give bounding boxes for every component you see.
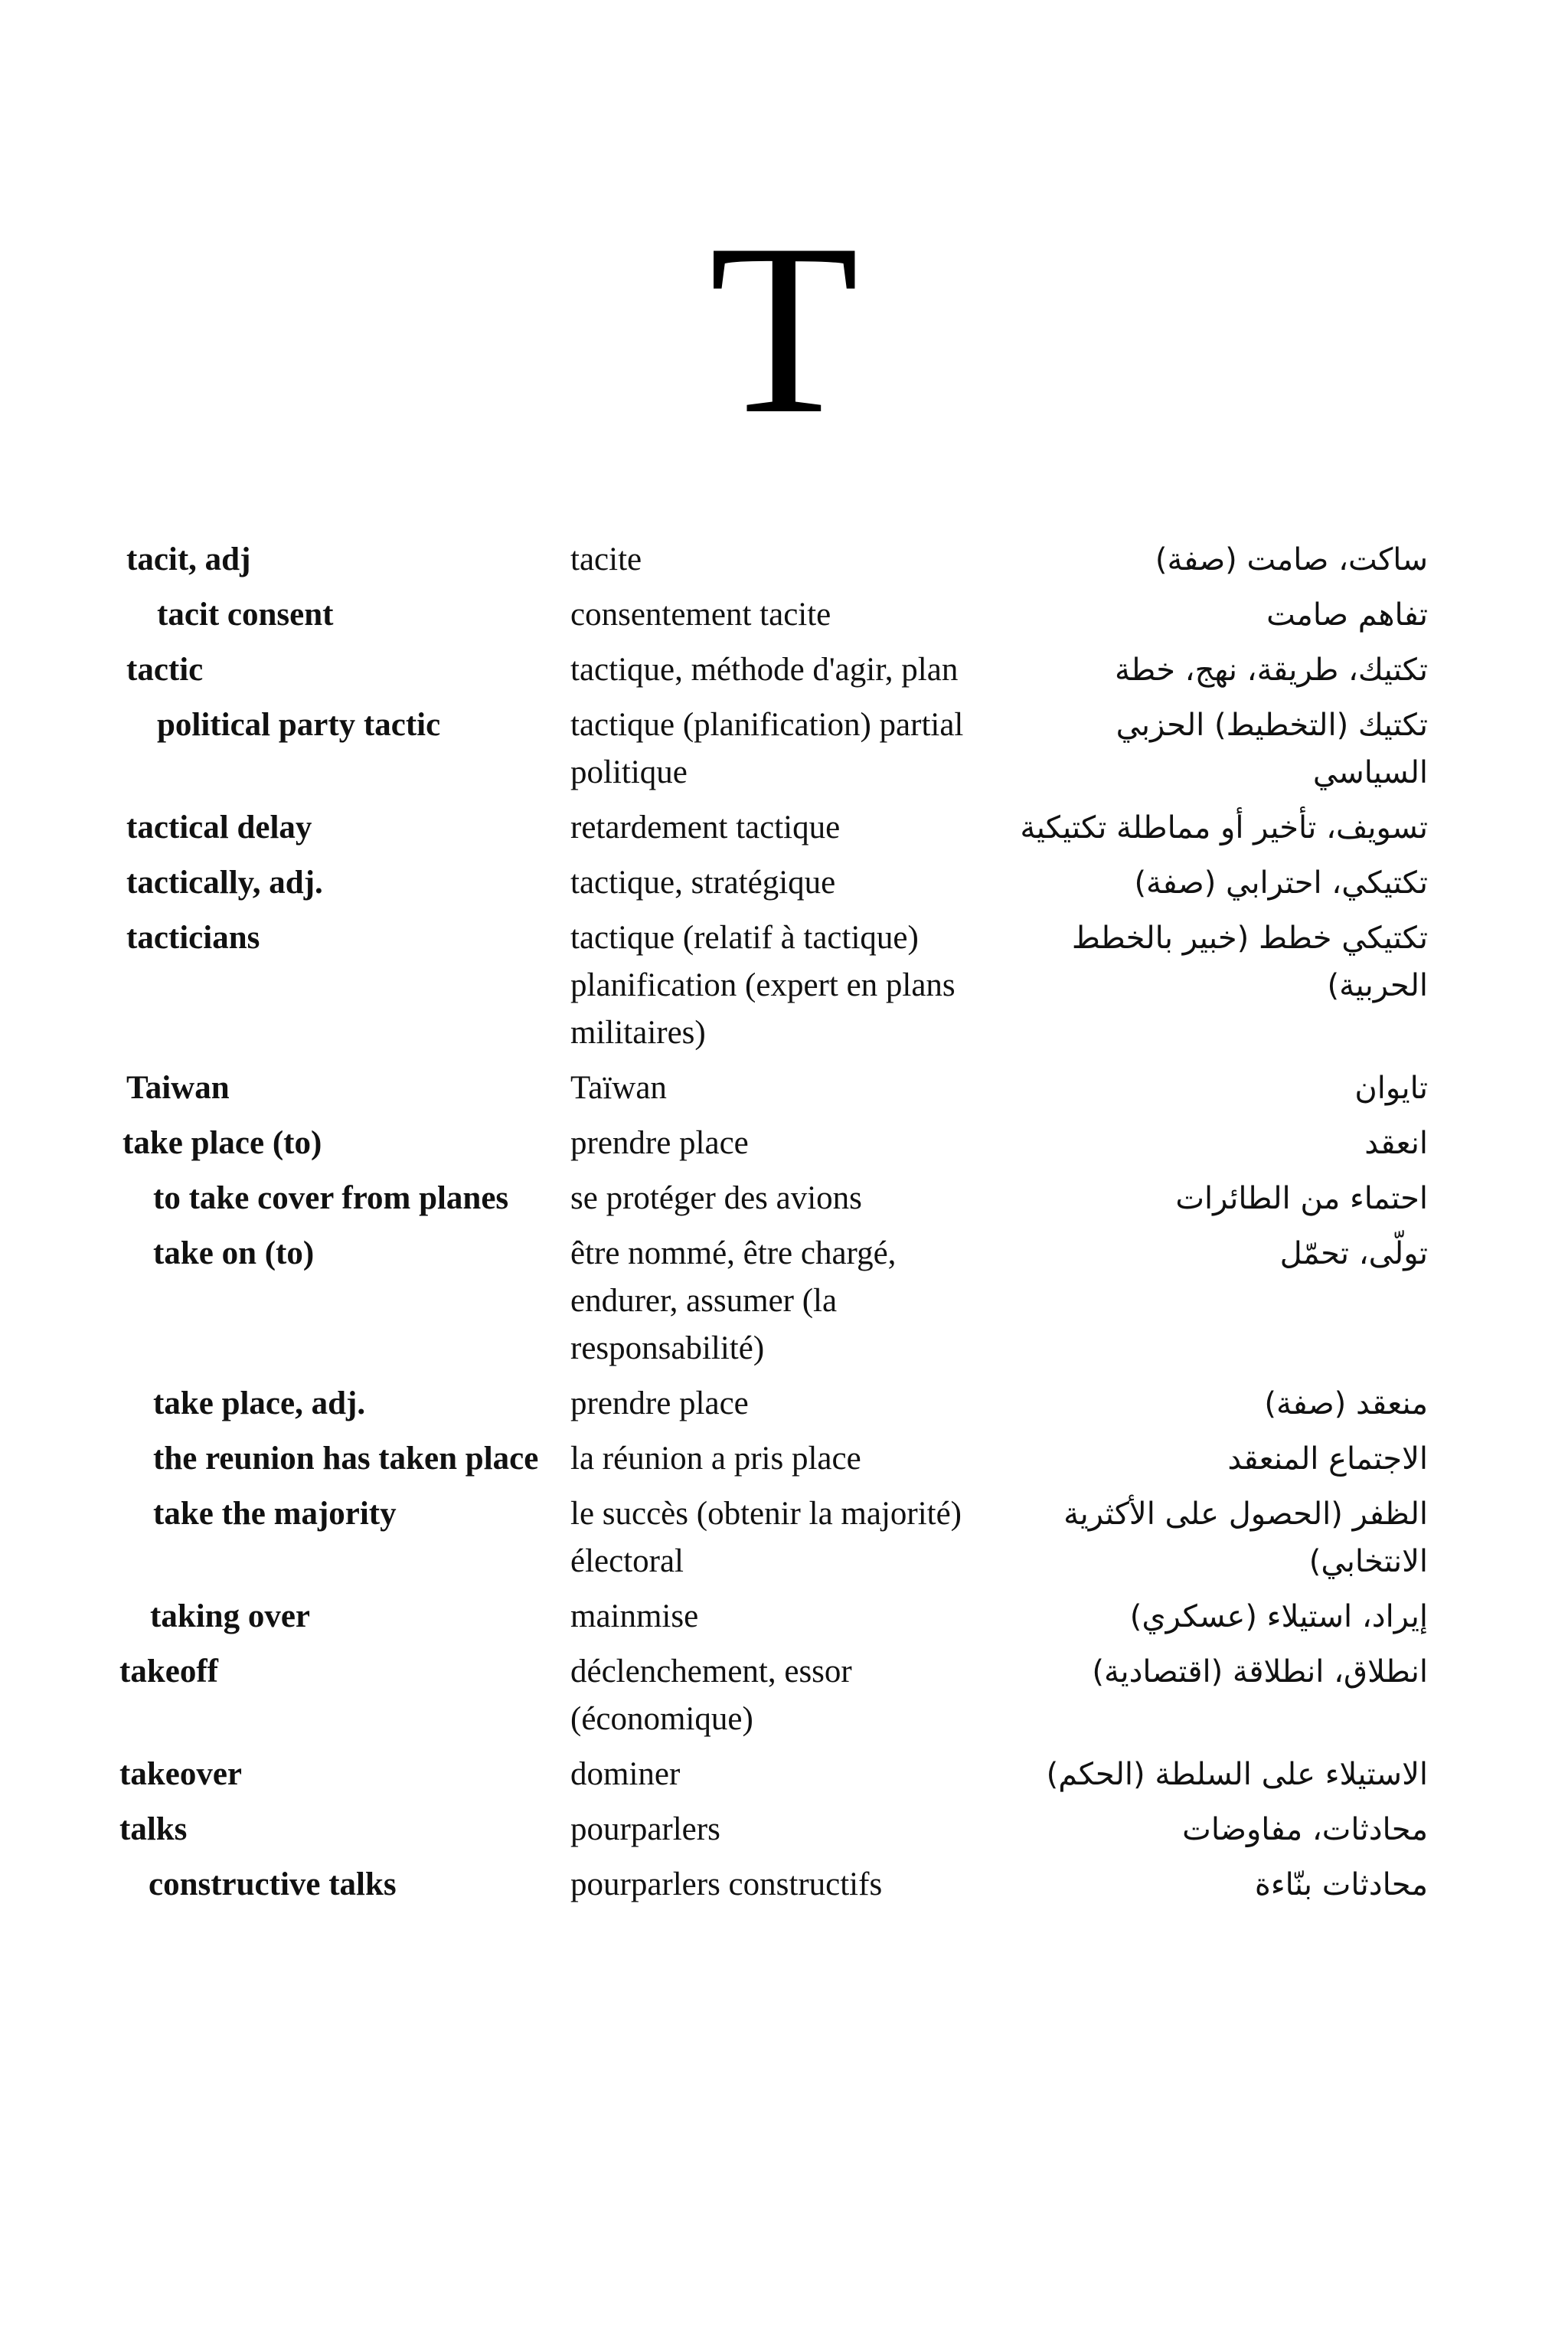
arabic-term: منعقد (صفة) <box>1264 1386 1428 1421</box>
arabic-term: تكتيكي خطط (خبير بالخطط الحربية) <box>1071 921 1428 1003</box>
arabic-term: تسويف، تأخير أو مماطلة تكتيكية <box>1020 810 1428 846</box>
entry-row <box>0 591 1568 646</box>
entry-row <box>0 1065 1568 1120</box>
arabic-term: انطلاق، انطلاقة (اقتصادية) <box>1092 1654 1428 1690</box>
entry-row <box>0 1593 1568 1648</box>
english-term: tacticians <box>126 920 260 956</box>
english-term: the reunion has taken place <box>153 1441 539 1477</box>
english-term: takeoff <box>119 1654 218 1690</box>
arabic-term: محادثات بنّاءة <box>1254 1867 1428 1902</box>
entry-row <box>0 1648 1568 1751</box>
arabic-term: احتماء من الطائرات <box>1175 1181 1428 1216</box>
arabic-term: تايوان <box>1354 1071 1428 1106</box>
french-term: pourparlers <box>570 1811 720 1847</box>
french-term: tactique (relatif à tactique) planification (expert en plans militaires) <box>570 920 956 1051</box>
arabic-term: الاجتماع المنعقد <box>1227 1441 1428 1477</box>
english-term: tacit consent <box>157 597 334 633</box>
english-term: to take cover from planes <box>153 1180 509 1216</box>
entry-row <box>0 1490 1568 1593</box>
entry-row <box>0 1435 1568 1490</box>
english-term: take place (to) <box>122 1125 322 1161</box>
page-letter-heading: T <box>709 194 859 465</box>
entry-row <box>0 702 1568 804</box>
glossary-entries <box>0 536 1568 1916</box>
english-term: take the majority <box>153 1496 397 1532</box>
french-term: prendre place <box>570 1125 749 1161</box>
french-term: Taïwan <box>570 1070 667 1106</box>
entry-row <box>0 1120 1568 1175</box>
entry-row <box>0 804 1568 859</box>
arabic-term: تكتيك (التخطيط) الحزبي السياسي <box>1116 708 1428 790</box>
english-term: takeover <box>119 1756 242 1792</box>
entry-row <box>0 859 1568 914</box>
entry-row <box>0 1175 1568 1230</box>
english-term: political party tactic <box>157 707 441 743</box>
french-term: déclenchement, essor (économique) <box>570 1654 852 1737</box>
french-term: prendre place <box>570 1385 749 1421</box>
entry-row <box>0 914 1568 1065</box>
french-term: consentement tacite <box>570 597 831 633</box>
arabic-term: ساكت، صامت (صفة) <box>1155 542 1428 577</box>
entry-row <box>0 1380 1568 1435</box>
english-term: tacit, adj <box>126 541 251 577</box>
french-term: la réunion a pris place <box>570 1441 861 1477</box>
french-term: mainmise <box>570 1598 699 1634</box>
arabic-term: الظفر (الحصول على الأكثرية الانتخابي) <box>1063 1497 1428 1579</box>
english-term: tactical delay <box>126 810 312 846</box>
entry-row <box>0 1806 1568 1861</box>
english-term: taking over <box>150 1598 311 1634</box>
entry-row <box>0 1861 1568 1916</box>
english-term: Taiwan <box>126 1070 230 1106</box>
entry-row <box>0 1751 1568 1806</box>
french-term: retardement tactique <box>570 810 841 846</box>
french-term: tactique (planification) partial politique <box>570 707 964 790</box>
french-term: se protéger des avions <box>570 1180 862 1216</box>
arabic-term: الاستيلاء على السلطة (الحكم) <box>1046 1757 1428 1792</box>
arabic-term: محادثات، مفاوضات <box>1182 1812 1428 1847</box>
arabic-term: إيراد، استيلاء (عسكري) <box>1129 1599 1428 1634</box>
english-term: tactic <box>126 652 204 688</box>
english-term: talks <box>119 1811 188 1847</box>
french-term: tactique, méthode d'agir, plan <box>570 652 959 688</box>
arabic-term: تولّى، تحمّل <box>1279 1236 1428 1271</box>
arabic-term: انعقد <box>1364 1126 1428 1161</box>
english-term: take on (to) <box>153 1235 315 1271</box>
entry-row <box>0 1230 1568 1380</box>
french-term: tacite <box>570 541 642 577</box>
english-term: take place, adj. <box>153 1385 366 1421</box>
arabic-term: تكتيك، طريقة، نهج، خطة <box>1114 653 1428 688</box>
french-term: pourparlers constructifs <box>570 1866 883 1902</box>
entry-row <box>0 646 1568 702</box>
arabic-term: تفاهم صامت <box>1266 597 1428 633</box>
english-term: constructive talks <box>149 1866 397 1902</box>
english-term: tactically, adj. <box>126 865 323 901</box>
french-term: le succès (obtenir la majorité) électoral <box>570 1496 962 1579</box>
french-term: être nommé, être chargé, endurer, assumer (la responsabilité) <box>570 1235 897 1366</box>
french-term: dominer <box>570 1756 681 1792</box>
entry-row <box>0 536 1568 591</box>
arabic-term: تكتيكي، احترابي (صفة) <box>1134 865 1428 901</box>
french-term: tactique, stratégique <box>570 865 836 901</box>
